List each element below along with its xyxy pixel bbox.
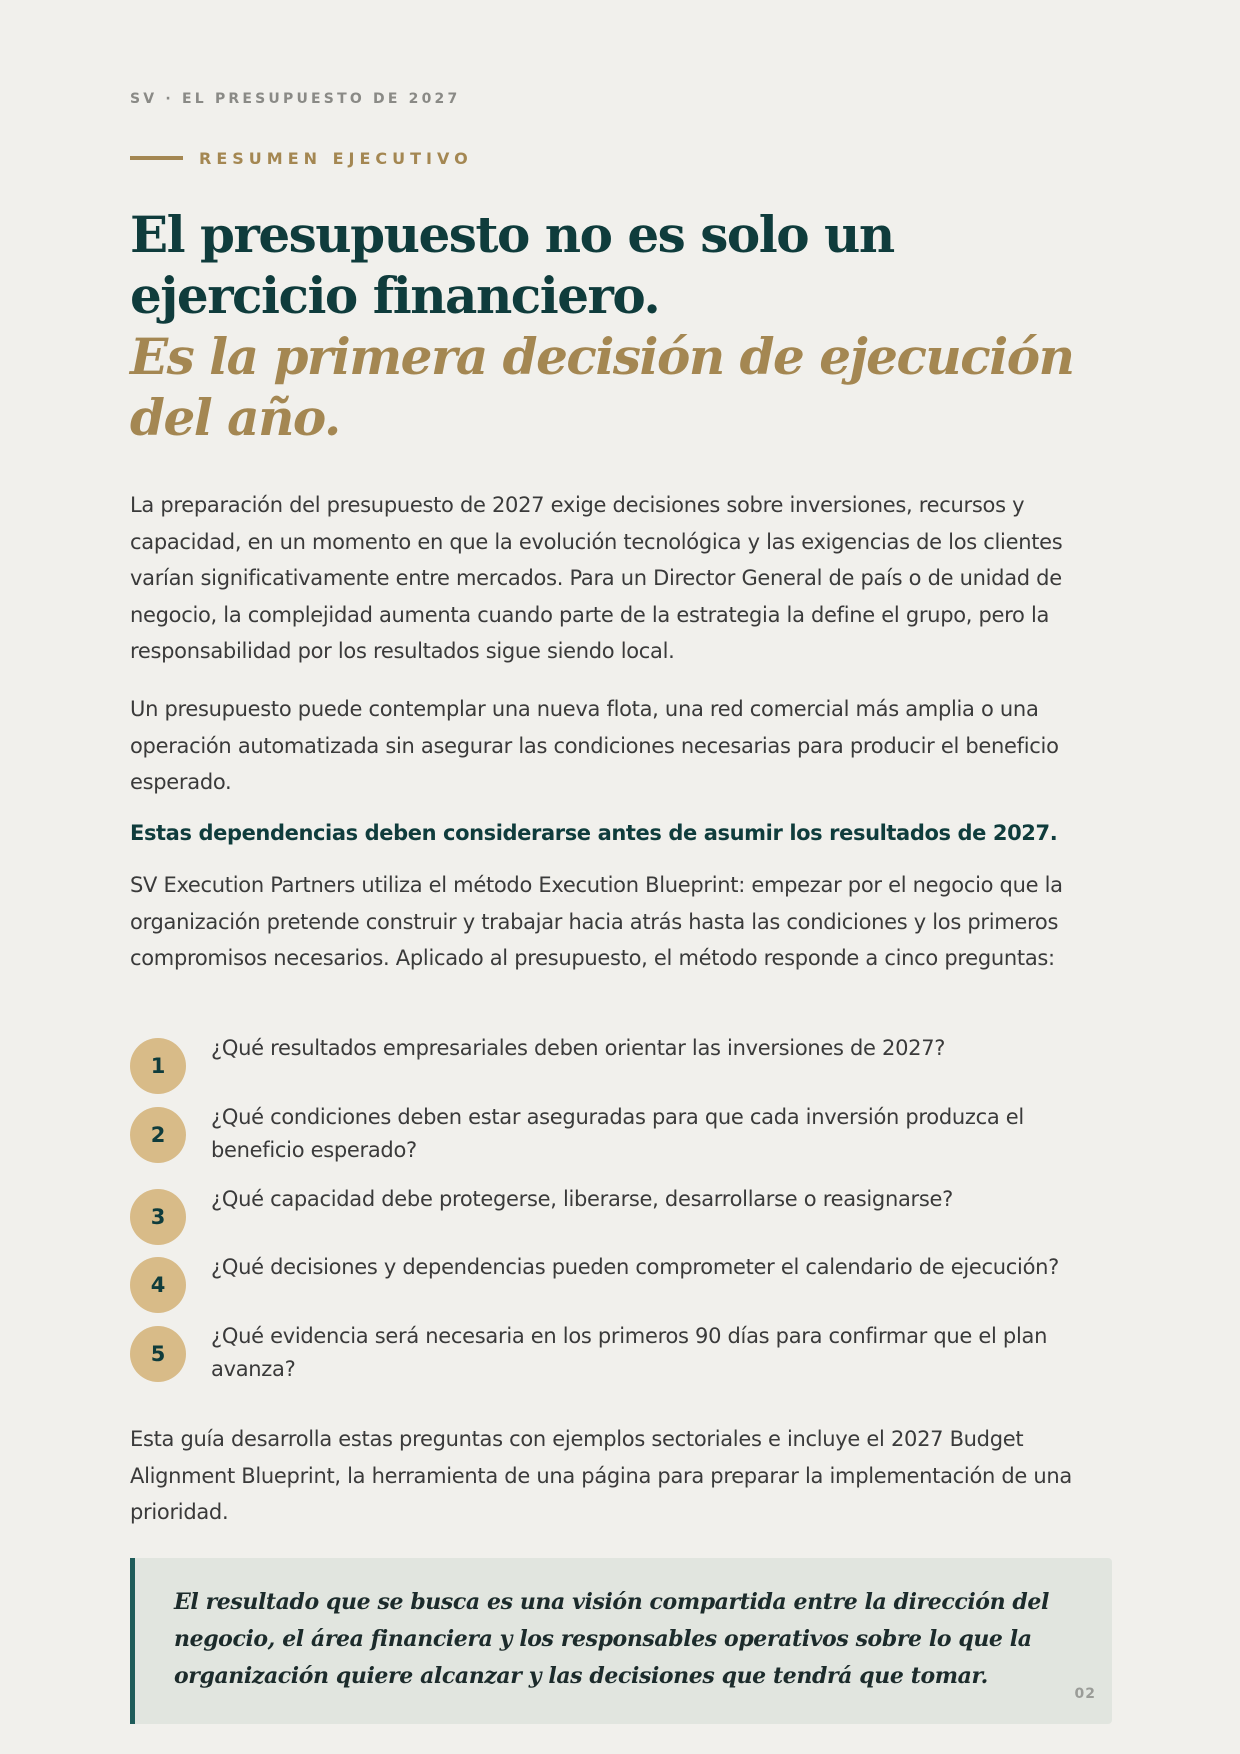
paragraph-emphasis: Estas dependencias deben considerarse antes de asumir los resultados de 2027. bbox=[130, 821, 1058, 845]
question-number-badge: 2 bbox=[130, 1107, 186, 1163]
question-number-badge: 1 bbox=[130, 1038, 186, 1094]
question-number-badge: 5 bbox=[130, 1326, 186, 1382]
question-number-badge: 3 bbox=[130, 1189, 186, 1245]
page-title bbox=[130, 204, 1110, 448]
section-rule bbox=[130, 156, 183, 160]
callout-quote bbox=[130, 1558, 1112, 1724]
question-number-badge: 4 bbox=[130, 1257, 186, 1313]
question-text: ¿Qué resultados empresariales deben orientar las inversiones de 2027? bbox=[211, 1036, 946, 1060]
callout-text: El resultado que se busca es una visión compartida entre la dirección del negocio, el área financiera y los responsables operativos sobre lo que la organización quiere alcanzar y las decisiones que tendrá que tomar. bbox=[174, 1589, 1049, 1689]
paragraph-intro: La preparación del presupuesto de 2027 exige decisiones sobre inversiones, recursos y capacidad, en un momento en que la evolución tecnológica y las exigencias de los clientes varían significativamente entre mercados. Para un Director General de país o de unidad de negocio, la complejidad aumenta cuando parte de la estrategia la define el grupo, pero la responsabilidad por los resultados sigue siendo local. bbox=[130, 493, 1063, 663]
question-text: ¿Qué condiciones deben estar aseguradas para que cada inversión produzca el beneficio esperado? bbox=[211, 1105, 1024, 1162]
paragraph-method: SV Execution Partners utiliza el método Execution Blueprint: empezar por el negocio que la organización pretende construir y trabajar hacia atrás hasta las condiciones y los primeros compromisos necesarios. Aplicado al presupuesto, el método responde a cinco preguntas: bbox=[130, 873, 1063, 970]
question-text: ¿Qué capacidad debe protegerse, liberarse, desarrollarse o reasignarse? bbox=[211, 1187, 953, 1211]
running-head: SV · EL PRESUPUESTO DE 2027 bbox=[130, 91, 461, 107]
paragraph-guide: Esta guía desarrolla estas preguntas con ejemplos sectoriales e incluye el 2027 Budget Alignment Blueprint, la herramienta de una página para preparar la implementación de una prioridad. bbox=[130, 1427, 1072, 1524]
headline-primary: El presupuesto no es solo un ejercicio financiero. bbox=[130, 205, 894, 325]
headline-accent: Es la primera decisión de ejecución del año. bbox=[130, 327, 1074, 447]
section-label-text: RESUMEN EJECUTIVO bbox=[199, 148, 473, 168]
question-text: ¿Qué evidencia será necesaria en los primeros 90 días para confirmar que el plan avanza? bbox=[211, 1324, 1048, 1381]
paragraph-budget-risk: Un presupuesto puede contemplar una nueva flota, una red comercial más amplia o una operación automatizada sin asegurar las condiciones necesarias para producir el beneficio esperado. bbox=[130, 697, 1059, 794]
question-text: ¿Qué decisiones y dependencias pueden comprometer el calendario de ejecución? bbox=[211, 1255, 1059, 1279]
section-label bbox=[130, 148, 473, 168]
page-number: 02 bbox=[1074, 1686, 1096, 1702]
